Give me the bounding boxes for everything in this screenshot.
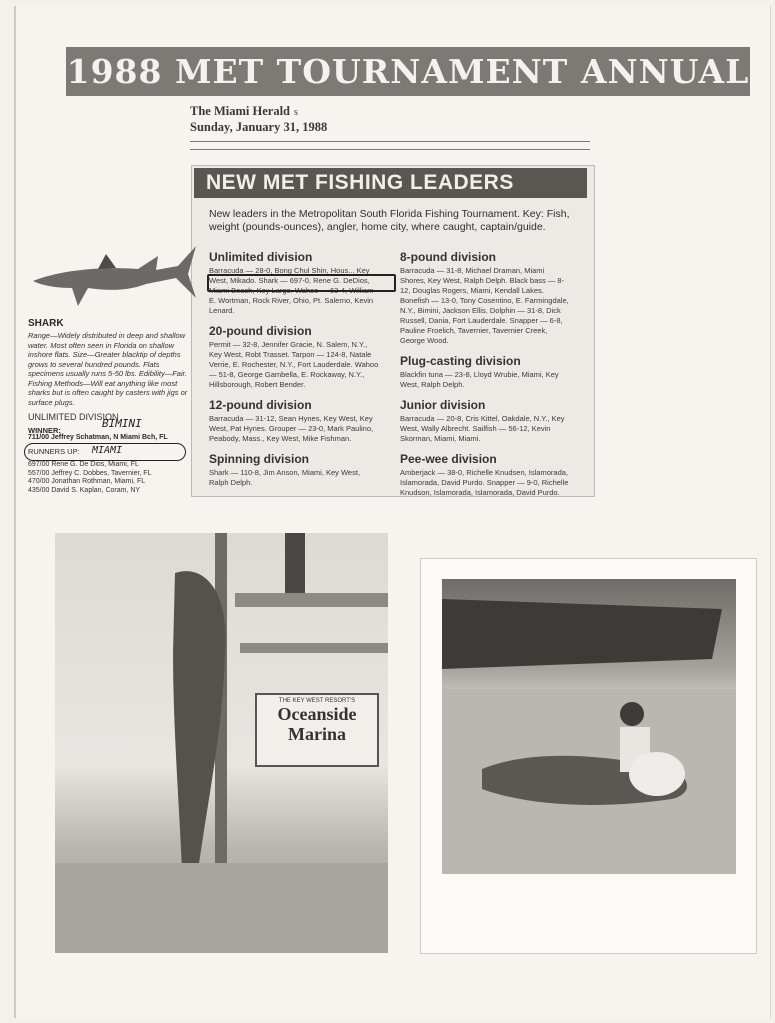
- division-title: Pee-wee division: [400, 452, 497, 466]
- newspaper-date: Sunday, January 31, 1988: [190, 120, 328, 134]
- list-item: 435/00 David S. Kaplan, Coram, NY: [28, 486, 141, 494]
- division-title: 12-pound division: [209, 398, 312, 412]
- runners-label: RUNNERS UP:: [28, 447, 80, 456]
- title-banner: [66, 47, 750, 96]
- sign-title-line2: Marina: [288, 724, 346, 744]
- handwritten-note: MIAMI: [92, 445, 123, 456]
- division-body: Barracuda — 28-0, Bong Chul Shin, Hous... Key West, Mikado. Shark — 697-0, Rene G. DeDios, Miami Beach, Key Largo. Wahoo — 63-4, William E. Wortman, Rock River, Ohio, Pt. Salerno, Kevin Lenard.: [209, 266, 374, 315]
- newspaper-masthead: [190, 104, 590, 135]
- sign-subtitle: THE KEY WEST RESORT'S: [278, 698, 356, 704]
- shark-description: Range—Widely distributed in deep and shallow water. Most often seen in Florida on shallow inshore flats. Size—Greater blacktip of depths grows to several hundred pounds. Flats specimens usually runs 5-50 lbs. Edibility—Fair. Fishing Methods—Will eat anything like most sharks but is often caught by casters with jigs or surface plugs.: [28, 331, 188, 407]
- list-item: 557/00 Jeffrey C. Dobbes, Tavernier, FL: [28, 469, 152, 477]
- division-title: Plug-casting division: [400, 354, 521, 368]
- division-body: Amberjack — 38-0, Richelle Knudsen, Islamorada, Islamorada, David Purdo. Snapper — 9-0, Richelle Knudson, Islamorada, Islamorada, David Purdo.: [400, 468, 569, 497]
- division-body: Barracuda — 31-8, Michael Draman, Miami Shores, Key West, Ralph Delph. Black bass — 8-12, Douglas Rogers, Miami, Kendall Lakes. Bonefish — 13-0, Tony Cosentino, E. Farmingdale, N.Y., Bimini, Jackson Ellis. Dolphin — 31-8, Dick Russell, Dania, Fort Lauderdale. Snapper — 6-8, Pauline Froelich, Tavernier, Tavernier Creek, George Wood.: [400, 266, 569, 345]
- runners-list: [28, 461, 151, 495]
- division-label: UNLIMITED DIVISION: [28, 412, 119, 422]
- catch-scene: [442, 579, 736, 874]
- page-title: 1988 MET TOURNAMENT ANNUAL: [66, 52, 750, 91]
- division-title: Junior division: [400, 398, 486, 412]
- shark-catch-photo: [442, 579, 736, 874]
- newspaper-name: The Miami Herald: [190, 104, 290, 118]
- winner-label: WINNER:: [28, 426, 61, 435]
- clipping-intro: New leaders in the Metropolitan South Florida Fishing Tournament. Key: Fish, weight (pounds-ounces), angler, home city, where caught, captain/guide.: [209, 208, 570, 233]
- handwritten-note: BIMINI: [102, 417, 142, 430]
- polaroid-photo: [420, 558, 757, 954]
- highlight-box: [207, 274, 396, 292]
- division-title: Unlimited division: [209, 250, 313, 264]
- list-item: 470/00 Jonathan Rothman, Miami, FL: [28, 478, 146, 485]
- division-title: 8-pound division: [400, 250, 496, 264]
- shark-title: SHARK: [28, 318, 64, 329]
- right-column: [400, 250, 572, 506]
- division-title: 20-pound division: [209, 324, 312, 338]
- divider: [190, 149, 590, 150]
- division-body: Barracuda — 31-12, Sean Hynes, Key West, Key West, Pat Hynes. Grouper — 23-0, Mark Paulino, Peabody, Mass., Key West, Mike Fishman.: [209, 414, 374, 443]
- shark-info-panel: [22, 230, 197, 492]
- divider: [190, 141, 590, 142]
- division-title: Spinning division: [209, 452, 309, 466]
- list-item: 697/00 Rene G. De Dios, Miami, FL: [28, 461, 139, 468]
- division-body: Permit — 32-8, Jennifer Gracie, N. Salem, N.Y., Key West, Robt Trasset. Tarpon — 124-8, Natale Verrie, E. Rochester, N.Y., Fort Lauderdale. Wahoo — 51-8, George Gambella, E. Rockaway, N.Y., Hillsborough, Robert Bender.: [209, 340, 379, 389]
- marina-photo: [55, 533, 388, 953]
- clipping-headline: NEW MET FISHING LEADERS: [194, 168, 587, 198]
- marina-sign: [255, 693, 379, 767]
- winner-entry: 711/00 Jeffrey Schatman, N Miami Bch, FL: [28, 434, 168, 441]
- division-body: Barracuda — 20-8, Cris Kittel, Oakdale, N.Y., Key West, Wally Albrecht. Sailfish — 56-12, Kevin Skorman, Miami, Miami.: [400, 414, 565, 443]
- shark-illustration: [28, 236, 198, 316]
- newspaper-clipping: [191, 165, 595, 497]
- division-body: Shark — 110-8, Jim Anson, Miami, Key West, Ralph Delph.: [209, 468, 361, 487]
- handwritten-mark: s: [294, 107, 298, 118]
- division-body: Blackfin tuna — 23-8, Lloyd Wrubie, Miami, Key West, Ralph Delph.: [400, 370, 559, 389]
- sign-title-line1: Oceanside: [277, 704, 357, 724]
